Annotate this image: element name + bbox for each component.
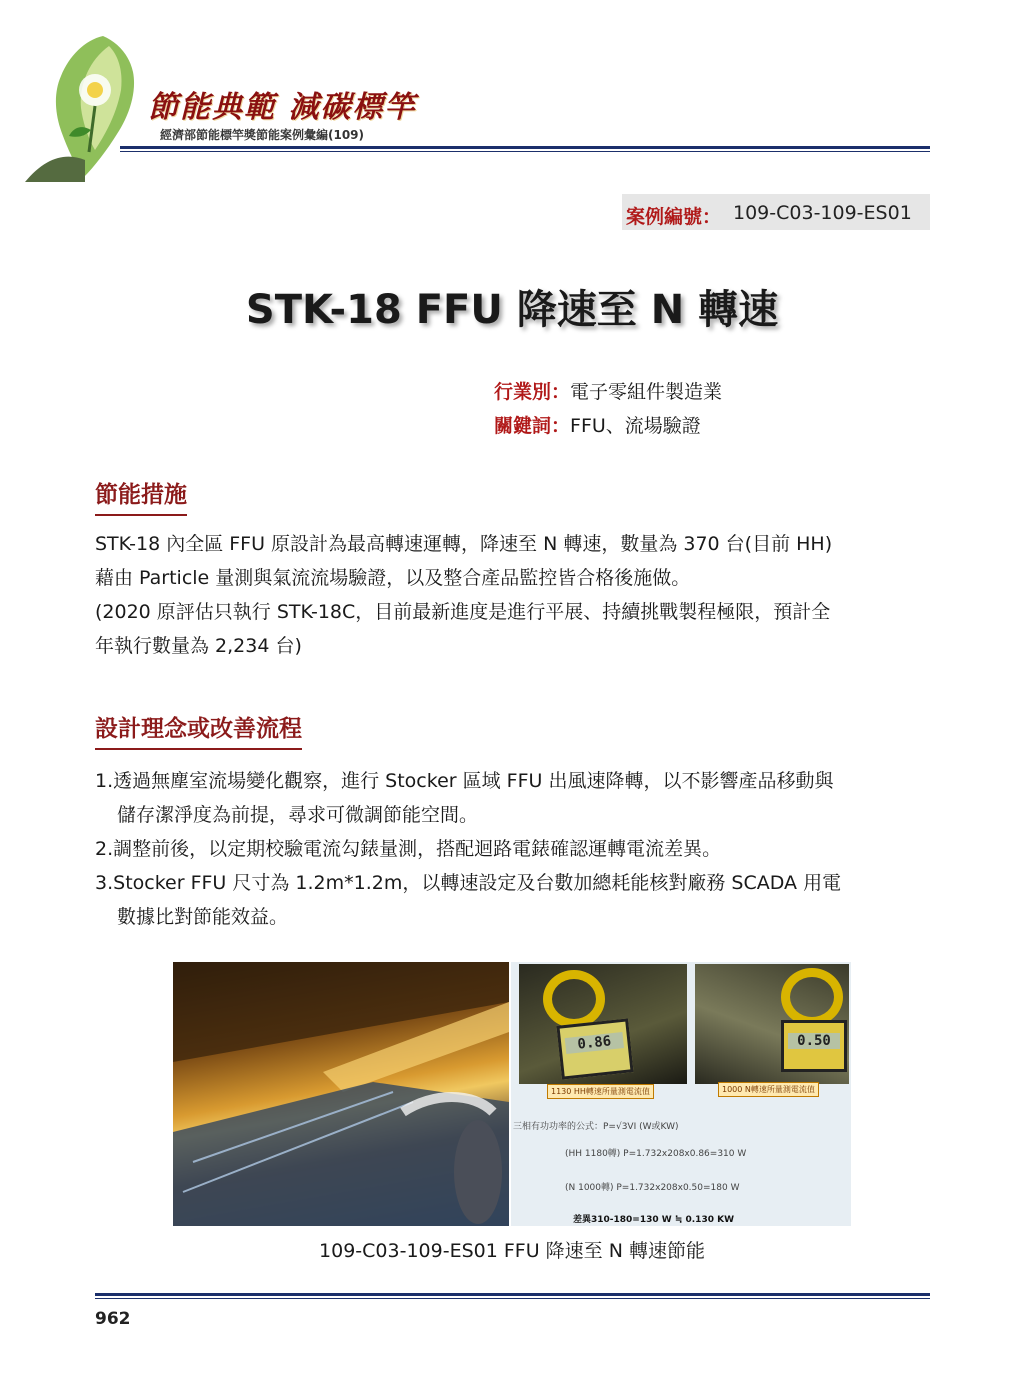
industry-label: 行業別：: [494, 381, 571, 403]
section-heading-design: 設計理念或改善流程: [95, 710, 302, 750]
industry-value: 電子零組件製造業: [570, 381, 723, 403]
taiwan-map-logo-icon: [25, 32, 155, 182]
meter-reading: 0.50: [788, 1033, 840, 1049]
n-power-calc: (N 1000轉) P=1.732x208x0.50=180 W: [565, 1183, 740, 1193]
hh-power-calc: (HH 1180轉) P=1.732x208x0.86=310 W: [565, 1149, 747, 1159]
measures-line: (2020 原評估只執行 STK-18C，目前最新進度是進行平展、持續挑戰製程極限，預計全: [95, 601, 831, 623]
figure-caption: 109-C03-109-ES01 FFU 降速至 N 轉速節能: [319, 1240, 705, 1262]
clamp-icon: [543, 970, 605, 1028]
power-formula: 三相有功功率的公式：P=√3VI (W或KW): [513, 1122, 679, 1132]
power-difference: 差異310-180=130 W ≒ 0.130 KW: [573, 1215, 735, 1225]
keywords-value: FFU、流場驗證: [570, 415, 701, 437]
measures-body: [95, 527, 935, 663]
clamp-meter-photo-n: [695, 964, 849, 1084]
meter-reading: 0.86: [565, 1032, 624, 1054]
header-divider: [120, 146, 930, 149]
measures-line: 年執行數量為 2,234 台): [95, 635, 302, 657]
design-line: 儲存潔淨度為前提，尋求可微調節能空間。: [117, 804, 479, 826]
logo-title: 節能典範 減碳標竿: [148, 90, 417, 125]
case-number-value: 109-C03-109-ES01: [733, 202, 912, 224]
meter-display: [781, 1020, 847, 1072]
design-list-item: [95, 764, 935, 832]
logo-subtitle: 經濟部節能標竿獎節能案例彙編(109): [160, 128, 365, 142]
design-line: 2.調整前後，以定期校驗電流勾錶量測，搭配迴路電錶確認運轉電流差異。: [95, 838, 722, 860]
clamp-meter-photo-hh: [519, 964, 687, 1084]
section-heading-measures: 節能措施: [95, 476, 187, 516]
keywords-row: [494, 411, 701, 438]
page-number: 962: [95, 1309, 131, 1329]
meter-display: [556, 1018, 633, 1079]
header-divider-thin: [120, 151, 930, 152]
keywords-label: 關鍵詞：: [494, 415, 571, 437]
design-line: 數據比對節能效益。: [117, 906, 289, 928]
design-list-item: [95, 832, 935, 866]
cleanroom-illustration-icon: [173, 962, 509, 1226]
design-list-item: [95, 866, 935, 934]
n-current-caption: 1000 N轉速所量測電流值: [718, 1082, 819, 1097]
industry-row: [494, 377, 722, 404]
clamp-icon: [781, 968, 843, 1026]
design-line: 1.透過無塵室流場變化觀察，進行 Stocker 區域 FFU 出風速降轉，以不影響產品移動與: [95, 770, 834, 792]
footer-divider-thin: [95, 1298, 930, 1299]
case-number-label: 案例編號：: [626, 206, 722, 228]
cleanroom-photo: [173, 962, 509, 1226]
hh-current-caption: 1130 HH轉速所量測電流值: [547, 1084, 654, 1099]
measures-line: 藉由 Particle 量測與氣流流場驗證，以及整合產品監控皆合格後施做。: [95, 567, 691, 589]
design-line: 3.Stocker FFU 尺寸為 1.2m*1.2m，以轉速設定及台數加總耗能核對廠務 SCADA 用電: [95, 872, 842, 894]
design-list: [95, 764, 935, 934]
measures-line: STK-18 內全區 FFU 原設計為最高轉速運轉，降速至 N 轉速，數量為 370 台(目前 HH): [95, 533, 833, 555]
figure: [173, 962, 851, 1226]
page-title: STK-18 FFU 降速至 N 轉速: [245, 287, 779, 333]
footer-divider: [95, 1293, 930, 1296]
